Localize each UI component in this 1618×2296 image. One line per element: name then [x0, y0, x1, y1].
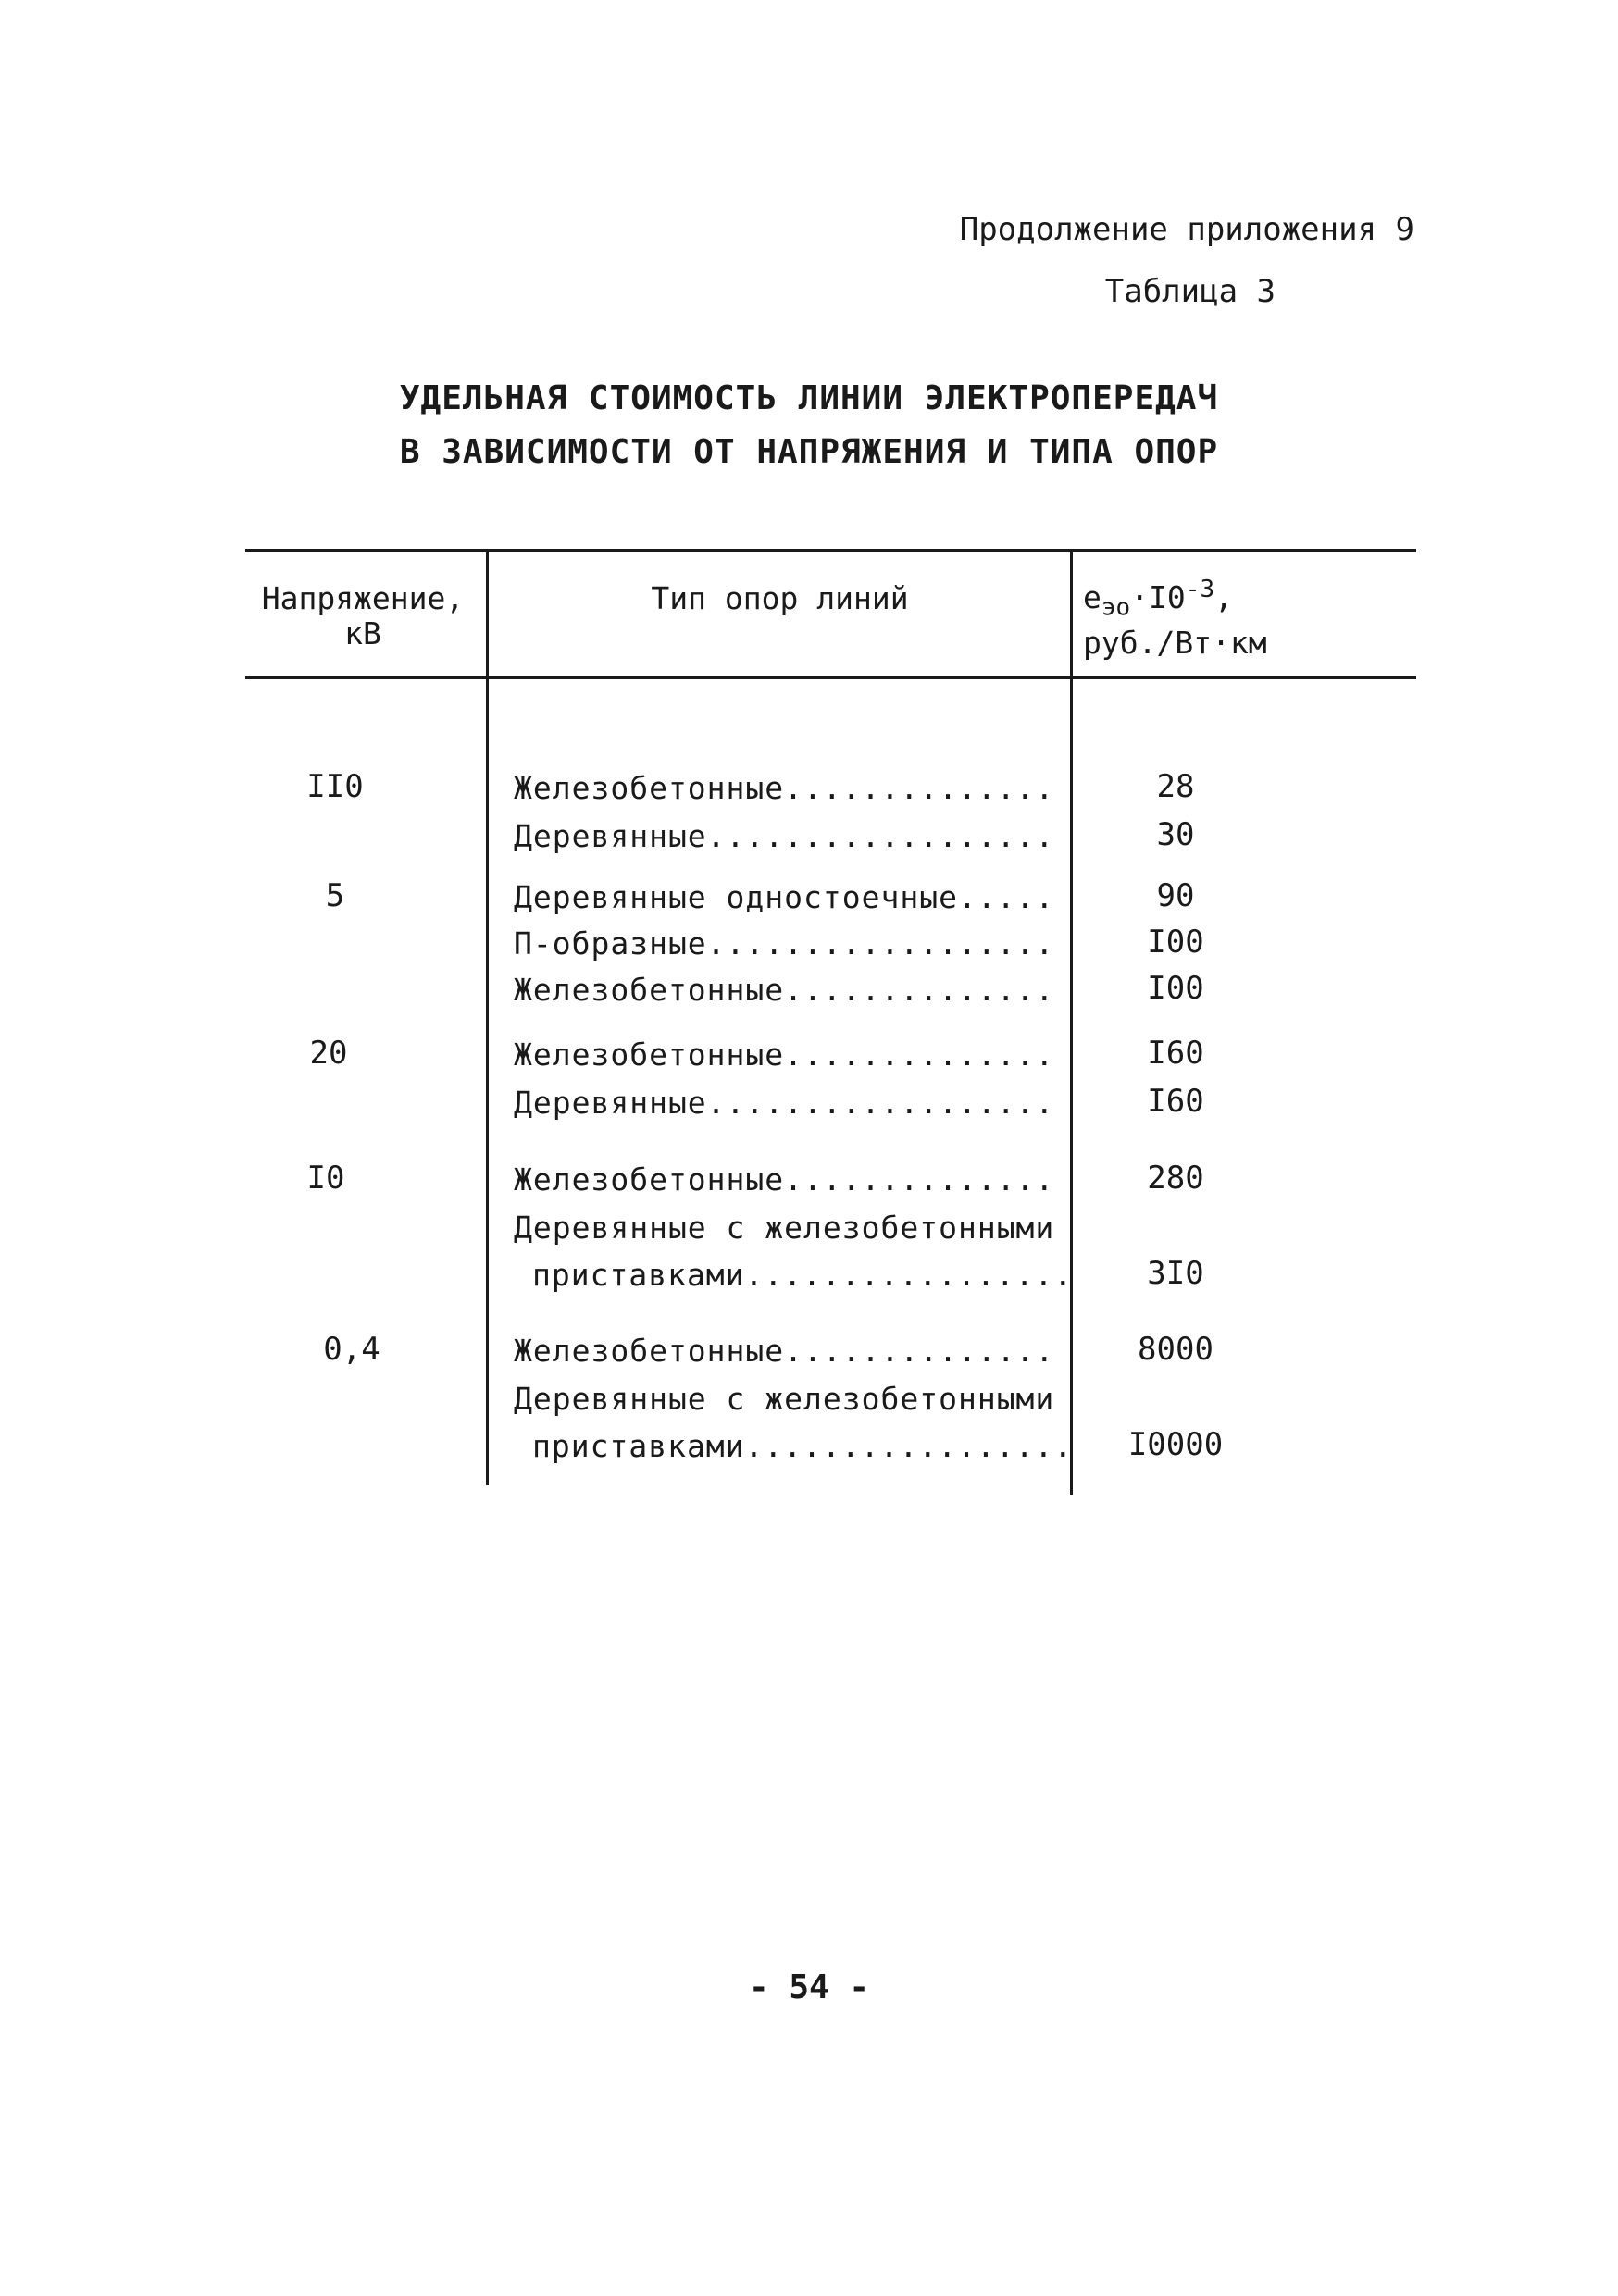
continuation-label: Продолжение приложения 9 [959, 211, 1414, 248]
row-type: Деревянные с железобетонными [514, 1210, 1055, 1246]
header-voltage-line1: Напряжение, [261, 580, 465, 616]
row-voltage: 0,4 [323, 1331, 380, 1368]
row-value: 3I0 [1147, 1255, 1204, 1292]
cost-symbol: e [1083, 579, 1101, 615]
header-cost-units: руб./Вт·км [1083, 624, 1267, 661]
page-number: - 54 - [748, 1968, 870, 2006]
row-voltage: 5 [325, 877, 345, 914]
row-type: Деревянные.................. [514, 1085, 1055, 1121]
row-value: I60 [1147, 1035, 1204, 1072]
row-value: 28 [1156, 768, 1195, 805]
row-value: 280 [1147, 1160, 1204, 1197]
row-value: I00 [1147, 924, 1204, 961]
row-value: I00 [1147, 970, 1204, 1007]
row-voltage: 20 [309, 1035, 348, 1072]
header-cost [1083, 572, 1416, 661]
cost-subscript: эо [1101, 593, 1131, 622]
header-cost-formula [1083, 572, 1416, 626]
header-voltage-line2: кВ [344, 615, 381, 652]
row-type: Железобетонные.............. [514, 1036, 1055, 1073]
row-type: П-образные.................. [514, 925, 1055, 962]
header-voltage [243, 581, 483, 652]
row-voltage: I0 [306, 1160, 345, 1197]
row-value: 90 [1156, 877, 1195, 914]
row-voltage: II0 [306, 768, 364, 805]
column-divider-2 [1070, 551, 1073, 1495]
cost-comma: , [1214, 579, 1233, 615]
row-value: 8000 [1138, 1331, 1214, 1368]
table-header-rule [245, 676, 1416, 679]
row-value: 30 [1156, 816, 1195, 853]
cost-exponent: -3 [1185, 576, 1215, 603]
row-type: приставками................. [532, 1428, 1074, 1464]
document-title-line1: УДЕЛЬНАЯ СТОИМОСТЬ ЛИНИИ ЭЛЕКТРОПЕРЕДАЧ [399, 379, 1219, 417]
cost-multiplier: ·I0 [1130, 579, 1186, 615]
column-divider-1 [486, 551, 489, 1485]
row-type: Деревянные одностоечные..... [514, 879, 1055, 915]
table-top-rule [245, 549, 1416, 552]
row-type: Железобетонные.............. [514, 1333, 1055, 1369]
row-type: Деревянные с железобетонными [514, 1381, 1055, 1417]
row-type: Железобетонные.............. [514, 1161, 1055, 1198]
row-type: приставками................. [532, 1257, 1074, 1293]
row-type: Железобетонные.............. [514, 972, 1055, 1008]
header-type: Тип опор линий [651, 580, 909, 616]
row-type: Железобетонные.............. [514, 770, 1055, 806]
row-value: I60 [1147, 1083, 1204, 1120]
row-type: Деревянные.................. [514, 818, 1055, 854]
row-value: I0000 [1127, 1426, 1224, 1463]
table-label: Таблица 3 [1104, 273, 1276, 310]
document-title-line2: В ЗАВИСИМОСТИ ОТ НАПРЯЖЕНИЯ И ТИПА ОПОР [399, 433, 1219, 471]
